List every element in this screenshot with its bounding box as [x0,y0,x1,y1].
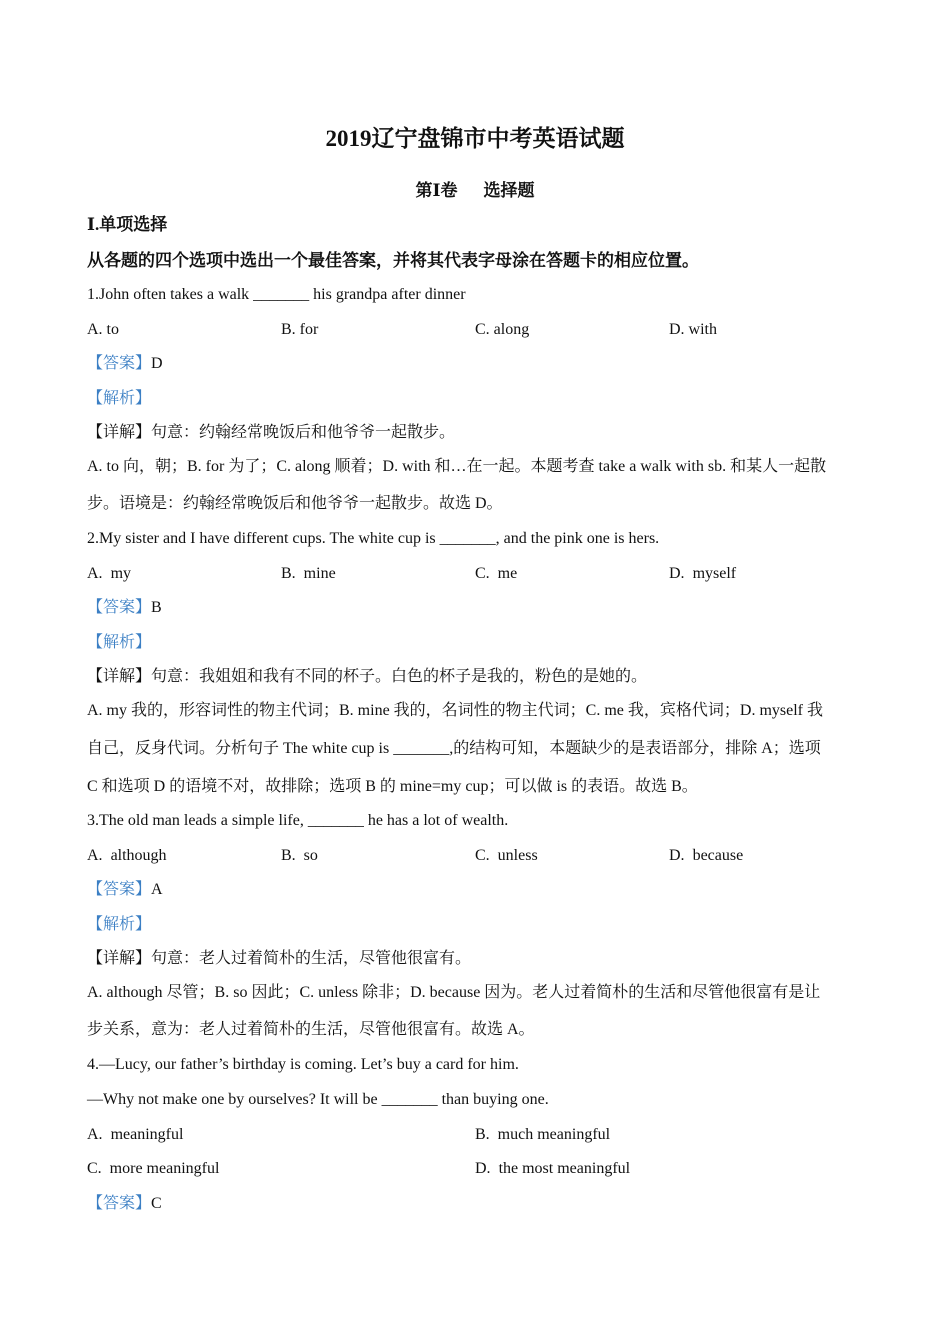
q1-explain-line-1: A. to 向，朝；B. for 为了；C. along 顺着；D. with 和…在一起。本题考查 take a walk with sb. 和某人一起散 [87,458,827,475]
q1-detail [87,423,455,443]
question-1-stem: 1.John often takes a walk _______ his grandpa after dinner [87,286,466,303]
q1-option-a: A. to [87,321,119,338]
option-text: me [497,565,518,582]
q1-answer [87,354,163,374]
q2-explain-line-1: A. my 我的，形容词性的物主代词；B. mine 我的，名词性的物主代词；C. me 我，宾格代词；D. myself 我 [87,702,823,719]
q4-option-b [475,1125,610,1145]
option-letter: B. [281,565,296,582]
option-text: myself [692,565,737,582]
q2-option-a [87,564,131,584]
option-letter: B. [475,1126,490,1143]
q1-detail-text: 句意：约翰经常晚饭后和他爷爷一起散步。 [151,424,456,441]
option-text: unless [497,847,538,864]
q1-option-b: B. for [281,321,319,338]
section-instruction: 从各题的四个选项中选出一个最佳答案，并将其代表字母涂在答题卡的相应位置。 [87,251,699,270]
q1-explain-line-2: 步。语境是：约翰经常晚饭后和他爷爷一起散步。故选 D。 [87,495,503,512]
option-text: more meaningful [109,1160,220,1177]
q3-detail-text: 句意：老人过着简朴的生活，尽管他很富有。 [151,950,472,967]
q2-option-b [281,564,336,584]
q2-detail-text: 句意：我姐姐和我有不同的杯子。白色的杯子是我的，粉色的是她的。 [151,668,648,685]
q2-explain-line-2: 自己，反身代词。分析句子 The white cup is _______,的结构可知，本题缺少的是表语部分，排除 A；选项 [87,740,821,757]
option-text: although [110,847,167,864]
option-text: the most meaningful [498,1160,631,1177]
q1-analysis-label: 【解析】 [87,390,152,407]
option-letter: A. [87,1126,103,1143]
option-text: my [110,565,132,582]
q4-answer [87,1194,162,1214]
part-label: 第Ⅰ卷 [415,181,458,200]
question-4-stem-line-2: —Why not make one by ourselves? It will be _______ than buying one. [87,1091,549,1108]
q3-answer-value: A [151,881,163,898]
answer-label: 【答案】 [87,881,152,898]
q3-option-b [281,846,318,866]
q2-option-c [475,564,517,584]
q4-option-a [87,1125,183,1145]
detail-label: 【详解】 [87,950,152,967]
option-text: so [303,847,318,864]
answer-label: 【答案】 [87,1195,152,1212]
q3-analysis-label: 【解析】 [87,916,152,933]
option-letter: B. [281,847,296,864]
question-2-stem: 2.My sister and I have different cups. The white cup is _______, and the pink one is hers. [87,530,660,547]
option-text: mine [303,565,336,582]
q1-answer-value: D [151,355,163,372]
option-letter: C. [475,847,490,864]
detail-label: 【详解】 [87,424,152,441]
answer-label: 【答案】 [87,355,152,372]
q4-answer-value: C [151,1195,162,1212]
page-title: 2019辽宁盘锦市中考英语试题 [325,126,625,151]
option-letter: A. [87,847,103,864]
q3-option-d [669,846,743,866]
detail-label: 【详解】 [87,668,152,685]
option-text: much meaningful [497,1126,611,1143]
q1-option-d: D. with [669,321,717,338]
question-3-stem: 3.The old man leads a simple life, _______ he has a lot of wealth. [87,812,509,829]
q2-explain-line-3: C 和选项 D 的语境不对，故排除；选项 B 的 mine=my cup；可以做 is 的表语。故选 B。 [87,778,698,795]
part-name: 选择题 [483,181,535,200]
q4-option-d [475,1159,630,1179]
q2-answer-value: B [151,599,162,616]
q3-explain-line-2: 步关系，意为：老人过着简朴的生活，尽管他很富有。故选 A。 [87,1021,535,1038]
q2-detail [87,667,647,687]
question-4-stem-line-1: 4.—Lucy, our father’s birthday is coming. Let’s buy a card for him. [87,1056,519,1073]
q3-detail [87,949,471,969]
answer-label: 【答案】 [87,599,152,616]
option-letter: D. [669,847,685,864]
option-letter: A. [87,565,103,582]
q2-answer [87,598,162,618]
option-letter: D. [475,1160,491,1177]
q3-option-a [87,846,167,866]
q1-option-c: C. along [475,321,530,338]
q4-option-c [87,1159,219,1179]
option-letter: C. [87,1160,102,1177]
q3-explain-line-1: A. although 尽管；B. so 因此；C. unless 除非；D. because 因为。老人过着简朴的生活和尽管他很富有是让 [87,984,821,1001]
q2-option-d [669,564,736,584]
q3-answer [87,880,163,900]
option-letter: C. [475,565,490,582]
q2-analysis-label: 【解析】 [87,634,152,651]
option-letter: D. [669,565,685,582]
section-heading: Ⅰ.单项选择 [87,215,168,234]
option-text: because [692,847,744,864]
part-title [0,180,950,202]
option-text: meaningful [110,1126,184,1143]
q3-option-c [475,846,538,866]
